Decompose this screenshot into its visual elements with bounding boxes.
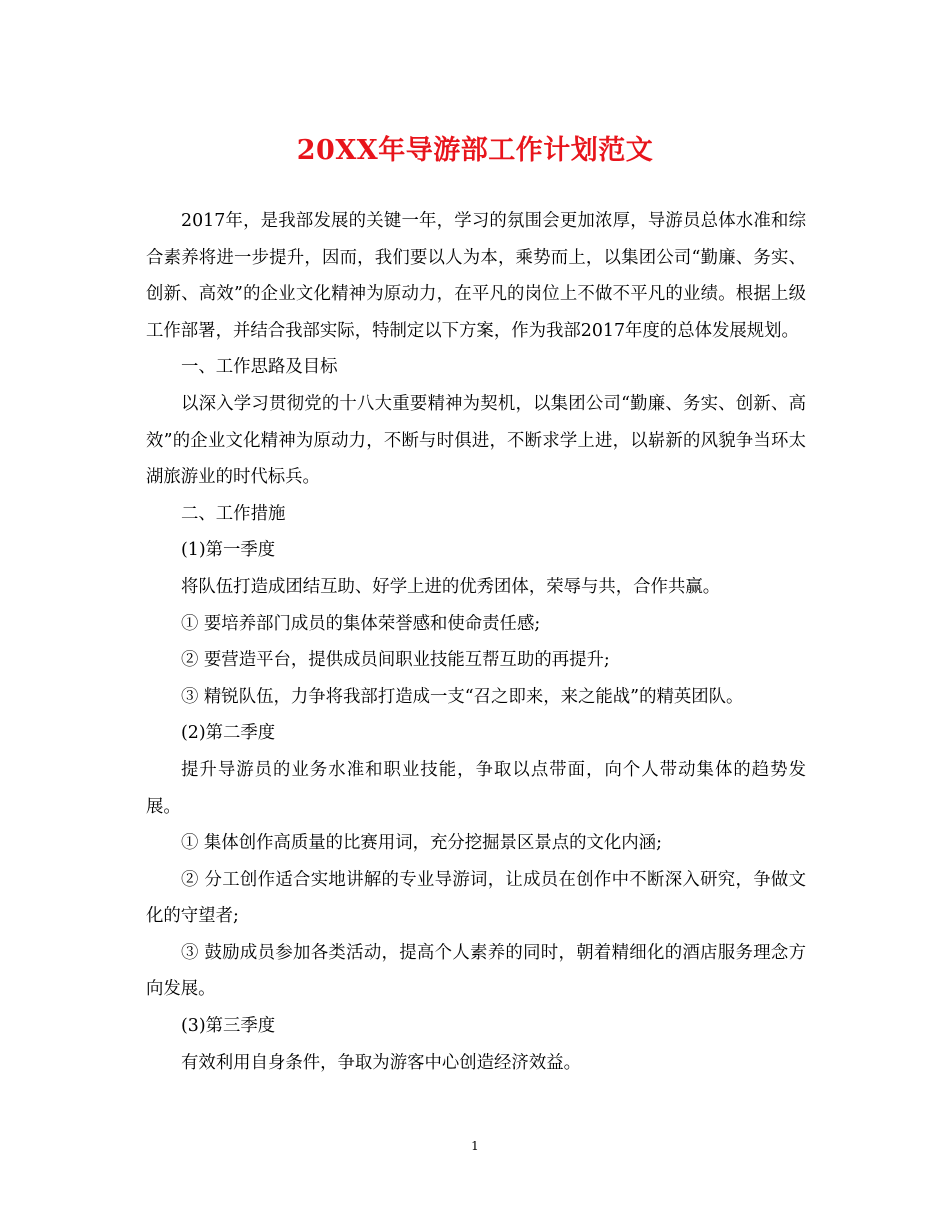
list-item-q2-2: ② 分工创作适合实地讲解的专业导游词，让成员在创作中不断深入研究，争做文化的守望者;	[146, 869, 806, 927]
subheading-q3: (3)第三季度	[181, 1016, 276, 1037]
page-number: 1	[471, 1139, 479, 1153]
section-heading-2: 二、工作措施	[181, 503, 286, 524]
subheading-q1: (1)第一季度	[181, 540, 276, 561]
section-heading-1: 一、工作思路及目标	[181, 357, 338, 378]
paragraph-intro: 2017年，是我部发展的关键一年，学习的氛围会更加浓厚，导游员总体水准和综合素养将进一步提升，因而，我们要以人为本，乘势而上，以集团公司“勤廉、务实、创新、高效”的企业文化精神为原动力，在平凡的岗位上不做不平凡的业绩。根据上级工作部署，并结合我部实际，特制定以下方案，作为我部2017年度的总体发展规划。	[146, 211, 806, 341]
paragraph-goals: 以深入学习贯彻党的十八大重要精神为契机，以集团公司“勤廉、务实、创新、高效”的企业文化精神为原动力，不断与时俱进，不断求学上进，以崭新的风貌争当环太湖旅游业的时代标兵。	[146, 393, 806, 488]
subheading-q2: (2)第二季度	[181, 723, 276, 744]
list-item-q1-2: ② 要营造平台，提供成员间职业技能互帮互助的再提升;	[181, 650, 610, 671]
list-item-q2-3: ③ 鼓励成员参加各类活动，提高个人素养的同时，朝着精细化的酒店服务理念方向发展。	[146, 942, 806, 1000]
paragraph-q3-summary: 有效利用自身条件，争取为游客中心创造经济效益。	[181, 1052, 581, 1073]
list-item-q1-3: ③ 精锐队伍，力争将我部打造成一支“召之即来，来之能战”的精英团队。	[181, 686, 744, 707]
document-body	[146, 203, 806, 1081]
list-item-q1-1: ① 要培养部门成员的集体荣誉感和使命责任感;	[181, 613, 541, 634]
list-item-q2-1: ① 集体创作高质量的比赛用词，充分挖掘景区景点的文化内涵;	[181, 833, 662, 854]
paragraph-q1-summary: 将队伍打造成团结互助、好学上进的优秀团体，荣辱与共，合作共赢。	[181, 576, 721, 597]
document-title: 20XX年导游部工作计划范文	[296, 135, 654, 166]
paragraph-q2-summary: 提升导游员的业务水准和职业技能，争取以点带面，向个人带动集体的趋势发展。	[146, 759, 806, 817]
